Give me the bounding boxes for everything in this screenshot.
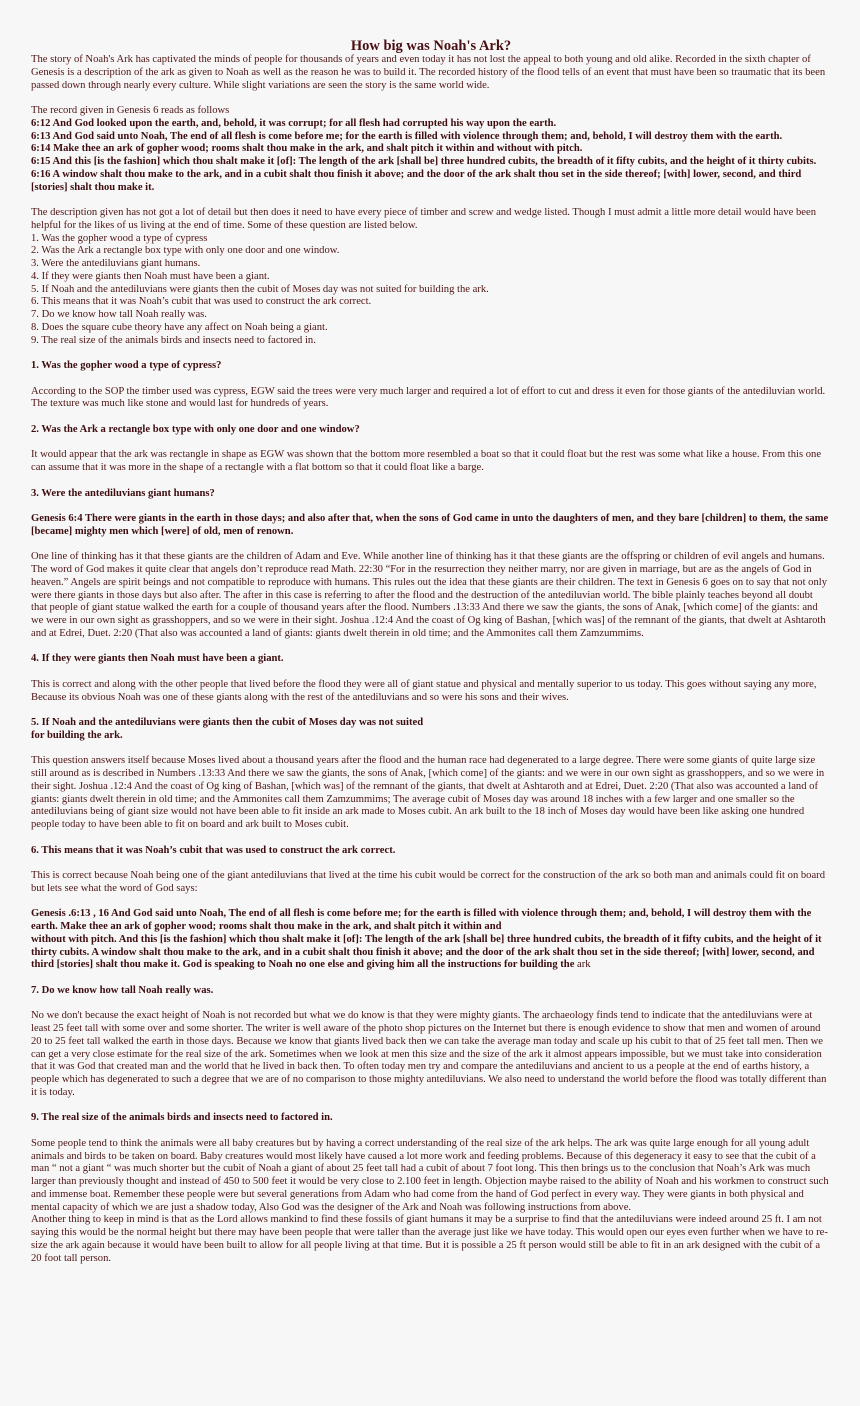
section-body-1: According to the SOP the timber used was cypress, EGW said the trees were very much larger and required a lot of effort to cut and dress it even for those giants of the antediluvian world. The texture was much like stone and would last for hundreds of years. bbox=[31, 385, 826, 410]
page-title: How big was Noah's Ark? bbox=[350, 38, 512, 54]
question-item: 5. If Noah and the antediluvians were giants then the cubit of Moses day was not suited for building the ark. bbox=[31, 283, 489, 295]
question-item: 6. This means that it was Noah’s cubit that was used to construct the ark correct. bbox=[31, 296, 372, 308]
question-item: 9. The real size of the animals birds and insects need to factored in. bbox=[31, 334, 316, 346]
question-item: 1. Was the gopher wood a type of cypress bbox=[31, 232, 208, 244]
question-item: 2. Was the Ark a rectangle box type with only one door and one window. bbox=[31, 245, 340, 257]
verse-6-13: 6:13 And God said unto Noah, The end of all flesh is come before me; for the earth is filled with violence through them; and, behold, I will destroy them with the earth. bbox=[31, 130, 783, 142]
section-heading-3: 3. Were the antediluvians giant humans? bbox=[31, 487, 215, 499]
section-quote-6-line1: Genesis .6:13 , 16 And God said unto Noah, The end of all flesh is come before me; for the earth is filled with violence through them; and, behold, I will destroy them with the earth. Make thee an ark of gopher wood; rooms shalt thou make in the ark, and shalt pitch it within and bbox=[31, 908, 812, 932]
genesis-verses bbox=[31, 118, 831, 195]
section-heading-7: 7. Do we know how tall Noah really was. bbox=[31, 984, 214, 996]
questions-list bbox=[31, 233, 831, 348]
section-body-3: One line of thinking has it that these giants are the children of Adam and Eve. While another line of thinking has it that these giants are the offspring or children of evil angels and humans. The word of God makes it quite clear that angels don’t reproduce read Math. 22:30 “For in the resurrection they neither marry, nor are given in marriage, but are as the angels of God in heaven.” Angels are spirit beings and not compatible to reproduce with humans. This rules out the idea that these giants are their children. The text in Genesis 6 goes on to say that not only were there giants in those days but also after. The after in this case is referring to after the flood and the destruction of the antediluvian world. The bible plainly teaches beyond all doubt that people of giant statue walked the earth for a couple of thousand years after the flood. Numbers .13:33 And there we saw the giants, the sons of Anak, [which come] of the giants: and we were in our own sight as grasshoppers, and so we were in their sight. Joshua .12:4 And the coast of Og king of Bashan, [which was] of the remnant of the giants, that dwelt at Ashtaroth and at Edrei, Duet. 2:20 (That also was accounted a land of giants: giants dwelt therein in old time; and the Ammonites call them Zamzummims. bbox=[31, 551, 828, 639]
section-heading-9: 9. The real size of the animals birds and insects need to factored in. bbox=[31, 1112, 333, 1124]
intro-paragraph: The story of Noah's Ark has captivated the minds of people for thousands of years and even today it has not lost the appeal to both young and old alike. Recorded in the sixth chapter of Genesis is a description of the ark as given to Noah as well as the reason he was to build it. The recorded history of the flood tells of an event that must have been so traumatic that its been passed down through nearly every culture. While slight variations are seen the story is the same world wide. bbox=[31, 54, 826, 91]
quote-last-word: ark bbox=[577, 959, 591, 971]
section-heading-5-line1: 5. If Noah and the antediluvians were giants then the cubit of Moses day was not suited bbox=[31, 717, 424, 728]
question-item: 3. Were the antediluvians giant humans. bbox=[31, 258, 201, 269]
question-item: 7. Do we know how tall Noah really was. bbox=[31, 309, 207, 320]
verse-6-12: 6:12 And God looked upon the earth, and, behold, it was corrupt; for all flesh had corrupted his way upon the earth. bbox=[31, 117, 557, 129]
section-heading-5-line2: for building the ark. bbox=[31, 729, 123, 741]
verse-6-16: 6:16 A window shalt thou make to the ark, and in a cubit shalt thou finish it above; and the door of the ark shalt thou set in the side thereof; [with] lower, second, and third [stories] shalt thou make it. bbox=[31, 168, 802, 193]
section-quote-3: Genesis 6:4 There were giants in the earth in those days; and also after that, when the sons of God came in unto the daughters of men, and they bare [children] to them, the same [became] mighty men which [were] of old, men of renown. bbox=[31, 513, 829, 537]
section-body-7: No we don't because the exact height of Noah is not recorded but what we do know is that they were mighty giants. The archaeology finds tend to indicate that the antediluvians were at least 25 feet tall with some over and some shorter. The writer is well aware of the photo shop pictures on the Internet but there is enough evidence to show that men and women of around 20 to 25 feet tall walked the earth in those days. Because we know that giants lived back then we can take the average man today and scale up his cubit to that of 25 feet tall men. Then we can get a very close estimate for the real size of the ark. Sometimes when we look at men this size and the size of the ark it almost appears impossible, but we must take into consideration that it was God that created man and the world that he lived in back then. To often today men try and compare the antediluvians and ancient to us a people at the end of earths history, a people which has degenerated to such a degree that we are of no comparison to those mighty antediluvians. We also need to understand the world before the flood was totally different than it is today. bbox=[31, 1010, 827, 1098]
description-paragraph: The description given has not got a lot of detail but then does it need to have every piece of timber and screw and wedge listed. Though I must admit a little more detail would have been helpful for the likes of us living at the end of time. Some of these question are listed below. bbox=[31, 207, 816, 231]
section-heading-1: 1. Was the gopher wood a type of cypress? bbox=[31, 360, 222, 371]
section-body-5: This question answers itself because Moses lived about a thousand years after the flood and the human race had degenerated to a large degree. There were some giants of quite large size still around as is described in Numbers .13:33 And there we saw the giants, the sons of Anak, [which come] of the giants: and we were in our own sight as grasshoppers, and so we were in their sight. Joshua .12:4 And the coast of Og king of Bashan, [which was] of the remnant of the giants, that dwelt at Ashtaroth and at Edrei, Duet. 2:20 (That also was accounted a land of giants: giants dwelt therein in old time; and the Ammonites call them Zamzummims; The average cubit of Moses day was around 18 inches with a few larger and one smaller so the antediluvians being of giant size would not have been able to fit inside an ark made to Moses cubit. An ark built to the 18 inch of Moses day would have been like asking one hundred people today to have been able to fit on board and ark built to Moses cubit. bbox=[31, 755, 825, 830]
section-heading-2: 2. Was the Ark a rectangle box type with only one door and one window? bbox=[31, 423, 360, 435]
article bbox=[31, 38, 831, 1265]
section-body-2: It would appear that the ark was rectangle in shape as EGW was shown that the bottom more resembled a boat so that it could float but the rest was some what like a house. From this one can assume that it was more in the shape of a rectangle with a flat bottom so that it could float like a barge. bbox=[31, 449, 822, 473]
verse-6-15: 6:15 And this [is the fashion] which thou shalt make it [of]: The length of the ark [shall be] three hundred cubits, the breadth of it fifty cubits, and the height of it thirty cubits. bbox=[31, 156, 817, 167]
section-body-6: This is correct because Noah being one of the giant antediluvians that lived at the time his cubit would be correct for the construction of the ark so both man and animals could fit on board but lets see what the word of God says: bbox=[31, 870, 826, 894]
section-body-9-continued: Another thing to keep in mind is that as the Lord allows mankind to find these fossils of giant humans it may be a surprise to find that the antediluvians were indeed around 25 ft. I am not saying this would be the normal height but there may have been people that were taller than the average just like we have today. This would open our eyes even further when we have to re-size the ark again because it would have been built to allow for all people living at that time. But it is possible a 25 ft person would still be able to fit in an ark designed with the cubit of a 20 foot tall person. bbox=[31, 1214, 828, 1264]
section-body-9: Some people tend to think the animals were all baby creatures but by having a correct understanding of the real size of the ark helps. The ark was quite large enough for all young adult animals and birds to be taken on board. Baby creatures would most likely have caused a lot more work and feeding problems. Because of this degeneracy it easy to see that the cubit of a man “ not a giant “ was much shorter but the cubit of Noah a giant of about 25 feet tall had a cubit of about 7 foot long. This then brings us to the conclusion that Noah’s Ark was much larger than previously thought and instead of 450 to 500 feet it would be very close to 2.100 feet in length. Objection maybe raised to the ability of Noah and his workmen to construct such and immense boat. Remember these people were but several generations from Adam who had come from the hand of God perfect in every way. They were giants in both physical and mental capacity of which we are just a shadow today, Also God was the designer of the Ark and Noah was following instructions from above. bbox=[31, 1137, 829, 1213]
section-heading-6: 6. This means that it was Noah’s cubit that was used to construct the ark correct. bbox=[31, 844, 396, 856]
section-body-4: This is correct and along with the other people that lived before the flood they were all of giant statue and physical and mentally superior to us today. This goes without saying any more, Because its obvious Noah was one of these giants along with the rest of the antediluvians and so were his sons and their wives. bbox=[31, 678, 817, 703]
quote-text: without with pitch. And this [is the fashion] which thou shalt make it [of]: The length of the ark [shall be] three hundred cubits, the breadth of it fifty cubits, and the height of it thirty cubits. A window shalt thou make to the ark, and in a cubit shalt thou finish it above; and the door of the ark shalt thou set in the side thereof; [with] lower, second, and third [stories] shalt thou make it. God is speaking to Noah no one else and giving him all the instructions for building the bbox=[31, 933, 822, 971]
question-item: 4. If they were giants then Noah must have been a giant. bbox=[31, 270, 270, 282]
section-quote-6-line2 bbox=[31, 934, 831, 972]
record-intro: The record given in Genesis 6 reads as follows bbox=[31, 105, 230, 116]
question-item: 8. Does the square cube theory have any affect on Noah being a giant. bbox=[31, 321, 328, 333]
section-heading-4: 4. If they were giants then Noah must have been a giant. bbox=[31, 653, 284, 665]
verse-6-14: 6:14 Make thee an ark of gopher wood; rooms shalt thou make in the ark, and shalt pitch it within and without with pitch. bbox=[31, 143, 583, 155]
